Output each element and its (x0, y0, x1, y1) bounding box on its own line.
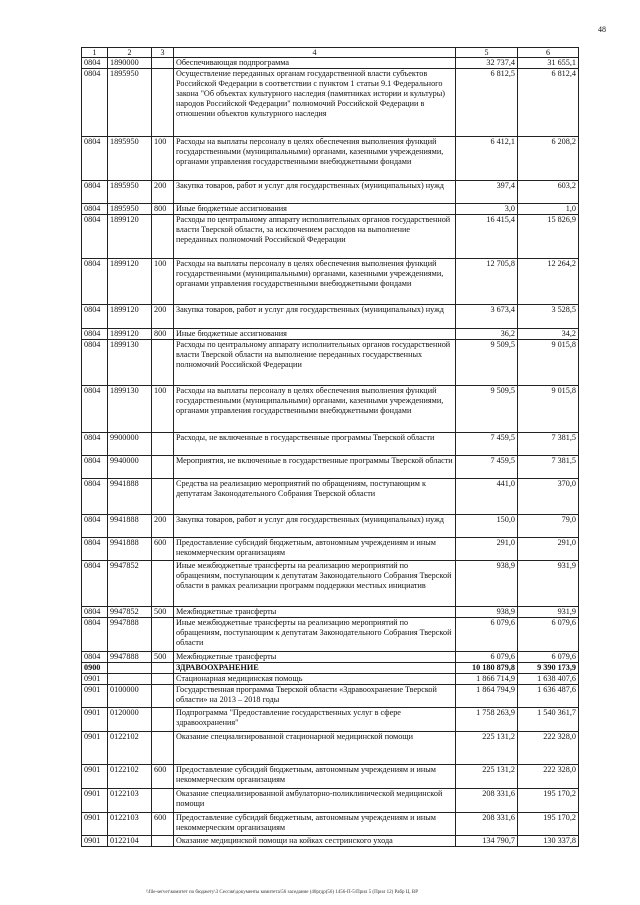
amount-col5-cell: 6 079,6 (456, 652, 518, 663)
section-code-cell: 0804 (82, 69, 108, 137)
amount-col5-cell: 441,0 (456, 479, 518, 515)
amount-col5-cell: 3,0 (456, 204, 518, 215)
amount-col6-cell: 15 826,9 (518, 215, 579, 259)
description-cell: Оказание специализированной стационарной медицинской помощи (174, 732, 456, 765)
table-row (82, 765, 579, 789)
description-cell: Межбюджетные трансферты (174, 652, 456, 663)
expense-type-cell (152, 685, 174, 708)
amount-col5-cell: 16 415,4 (456, 215, 518, 259)
file-path-footer: \\file-server\комитет по бюджету\3 Сессия\документы комитета\56 заседание (40ргдр(56) 1456-П-5\Прил 5 (Прил 12) Рабр Ц. ВР (146, 890, 419, 895)
amount-col6-cell: 6 208,2 (518, 137, 579, 181)
description-cell: Средства на реализацию мероприятий по обращениям, поступающим к депутатам Законодательного Собрания Тверской области (174, 479, 456, 515)
expense-type-cell (152, 674, 174, 685)
expense-type-cell: 200 (152, 181, 174, 204)
amount-col6-cell: 222 328,0 (518, 765, 579, 789)
target-code-cell (108, 674, 152, 685)
amount-col5-cell: 225 131,2 (456, 765, 518, 789)
section-code-cell: 0804 (82, 305, 108, 329)
description-cell: Закупка товаров, работ и услуг для государственных (муниципальных) нужд (174, 515, 456, 538)
description-cell: Осуществление переданных органам государственной власти субъектов Российской Федерации в соответствии с пунктом 1 статьи 9.1 Федерального закона "Об объектах культурного наследия (памятниках истории и культуры) народов Российской Федерации" полномочий Российской Федерации в отношении объектов культурного наследия (174, 69, 456, 137)
amount-col6-cell: 34,2 (518, 329, 579, 340)
table-row (82, 708, 579, 732)
expense-type-cell: 500 (152, 607, 174, 618)
description-cell: ЗДРАВООХРАНЕНИЕ (174, 663, 456, 674)
section-code-cell: 0901 (82, 732, 108, 765)
amount-col5-cell: 6 812,5 (456, 69, 518, 137)
amount-col6-cell: 931,9 (518, 561, 579, 607)
amount-col6-cell: 222 328,0 (518, 732, 579, 765)
section-code-cell: 0804 (82, 607, 108, 618)
section-code-cell: 0901 (82, 685, 108, 708)
table-row (82, 836, 579, 847)
description-cell: Закупка товаров, работ и услуг для государственных (муниципальных) нужд (174, 305, 456, 329)
description-cell: Расходы по центральному аппарату исполнительных органов государственной власти Тверской области, за исключением расходов на выполнение переданных полномочий Российской Федерации (174, 215, 456, 259)
expense-type-cell (152, 618, 174, 652)
description-cell: Иные межбюджетные трансферты на реализацию мероприятий по обращениям, поступающим к депутатам Законодательного Собрания Тверской области в рамках реализации программ поддержки местных инициатив (174, 561, 456, 607)
amount-col6-cell: 1,0 (518, 204, 579, 215)
amount-col6-cell: 1 540 361,7 (518, 708, 579, 732)
description-cell: Обеспечивающая подпрограмма (174, 58, 456, 69)
table-row (82, 789, 579, 813)
section-code-cell: 0804 (82, 181, 108, 204)
description-cell: Мероприятия, не включенные в государственные программы Тверской области (174, 456, 456, 479)
expense-type-cell (152, 340, 174, 386)
table-row (82, 456, 579, 479)
section-code-cell: 0901 (82, 765, 108, 789)
expense-type-cell (152, 836, 174, 847)
amount-col5-cell: 134 790,7 (456, 836, 518, 847)
table-row (82, 58, 579, 69)
amount-col6-cell: 3 528,5 (518, 305, 579, 329)
table-row (82, 386, 579, 433)
table-row (82, 561, 579, 607)
amount-col5-cell: 225 131,2 (456, 732, 518, 765)
description-cell: Предоставление субсидий бюджетным, автономным учреждениям и иным некоммерческим организациям (174, 813, 456, 836)
description-cell: Оказание медицинской помощи на койках сестринского ухода (174, 836, 456, 847)
target-code-cell: 0122103 (108, 789, 152, 813)
target-code-cell: 1895950 (108, 69, 152, 137)
column-header: 2 (108, 48, 152, 58)
description-cell: Расходы на выплаты персоналу в целях обеспечения выполнения функций государственными (муниципальными) органами, казенными учреждениями, органами управления государственными внебюджетными фондами (174, 137, 456, 181)
section-code-cell: 0804 (82, 137, 108, 181)
amount-col6-cell: 291,0 (518, 538, 579, 561)
section-code-cell: 0804 (82, 204, 108, 215)
target-code-cell: 9900000 (108, 433, 152, 456)
target-code-cell: 1895950 (108, 181, 152, 204)
table-row (82, 732, 579, 765)
amount-col5-cell: 36,2 (456, 329, 518, 340)
column-header: 6 (518, 48, 579, 58)
expense-type-cell (152, 58, 174, 69)
amount-col6-cell: 6 812,4 (518, 69, 579, 137)
amount-col5-cell: 10 180 879,8 (456, 663, 518, 674)
amount-col6-cell: 603,2 (518, 181, 579, 204)
target-code-cell: 9940000 (108, 456, 152, 479)
header-row (82, 48, 579, 58)
section-code-cell: 0804 (82, 340, 108, 386)
expense-type-cell: 500 (152, 652, 174, 663)
amount-col6-cell: 370,0 (518, 479, 579, 515)
target-code-cell (108, 663, 152, 674)
description-cell: Иные бюджетные ассигнования (174, 204, 456, 215)
expense-type-cell (152, 479, 174, 515)
column-header: 1 (82, 48, 108, 58)
amount-col5-cell: 3 673,4 (456, 305, 518, 329)
target-code-cell: 1899130 (108, 340, 152, 386)
target-code-cell: 9941888 (108, 515, 152, 538)
amount-col6-cell: 7 381,5 (518, 456, 579, 479)
expense-type-cell: 100 (152, 137, 174, 181)
table-row (82, 259, 579, 305)
description-cell: Межбюджетные трансферты (174, 607, 456, 618)
table-row (82, 433, 579, 456)
amount-col6-cell: 7 381,5 (518, 433, 579, 456)
section-code-cell: 0901 (82, 813, 108, 836)
expense-type-cell (152, 433, 174, 456)
amount-col5-cell: 32 737,4 (456, 58, 518, 69)
amount-col5-cell: 938,9 (456, 561, 518, 607)
page-number: 48 (598, 25, 606, 34)
amount-col6-cell: 12 264,2 (518, 259, 579, 305)
description-cell: Предоставление субсидий бюджетным, автономным учреждениям и иным некоммерческим организациям (174, 765, 456, 789)
description-cell: Расходы на выплаты персоналу в целях обеспечения выполнения функций государственными (муниципальными) органами, казенными учреждениями, органами управления государственными внебюджетными фондами (174, 386, 456, 433)
amount-col6-cell: 1 638 407,6 (518, 674, 579, 685)
table-row (82, 204, 579, 215)
table-row (82, 618, 579, 652)
target-code-cell: 0100000 (108, 685, 152, 708)
amount-col6-cell: 195 170,2 (518, 813, 579, 836)
amount-col6-cell: 130 337,8 (518, 836, 579, 847)
table-row (82, 305, 579, 329)
section-code-cell: 0804 (82, 215, 108, 259)
section-code-cell: 0901 (82, 708, 108, 732)
section-code-cell: 0804 (82, 479, 108, 515)
amount-col6-cell: 9 015,8 (518, 340, 579, 386)
amount-col5-cell: 1 758 263,9 (456, 708, 518, 732)
amount-col6-cell: 1 636 487,6 (518, 685, 579, 708)
amount-col5-cell: 150,0 (456, 515, 518, 538)
amount-col5-cell: 208 331,6 (456, 789, 518, 813)
table-row (82, 674, 579, 685)
section-code-cell: 0804 (82, 58, 108, 69)
target-code-cell: 0120000 (108, 708, 152, 732)
section-code-cell: 0804 (82, 561, 108, 607)
expense-type-cell (152, 456, 174, 479)
expense-type-cell (152, 561, 174, 607)
description-cell: Расходы, не включенные в государственные программы Тверской области (174, 433, 456, 456)
target-code-cell: 0122102 (108, 732, 152, 765)
section-code-cell: 0901 (82, 836, 108, 847)
expense-type-cell: 800 (152, 204, 174, 215)
section-code-cell: 0804 (82, 515, 108, 538)
section-code-cell: 0804 (82, 329, 108, 340)
target-code-cell: 1899120 (108, 305, 152, 329)
column-header: 3 (152, 48, 174, 58)
target-code-cell: 9947888 (108, 618, 152, 652)
table-row (82, 607, 579, 618)
table-row (82, 813, 579, 836)
table-row (82, 515, 579, 538)
expense-type-cell (152, 732, 174, 765)
target-code-cell: 9941888 (108, 538, 152, 561)
target-code-cell: 9947888 (108, 652, 152, 663)
description-cell: Государственная программа Тверской области «Здравоохранение Тверской области» на 2013 – 2018 годы (174, 685, 456, 708)
amount-col6-cell: 931,9 (518, 607, 579, 618)
amount-col5-cell: 1 864 794,9 (456, 685, 518, 708)
target-code-cell: 1895950 (108, 137, 152, 181)
amount-col5-cell: 7 459,5 (456, 433, 518, 456)
table-row (82, 652, 579, 663)
table-row (82, 181, 579, 204)
target-code-cell: 1895950 (108, 204, 152, 215)
target-code-cell: 1899120 (108, 215, 152, 259)
target-code-cell: 0122104 (108, 836, 152, 847)
target-code-cell: 1899120 (108, 329, 152, 340)
description-cell: Предоставление субсидий бюджетным, автономным учреждениям и иным некоммерческим организациям (174, 538, 456, 561)
table-row (82, 685, 579, 708)
table-row (82, 340, 579, 386)
expense-type-cell: 100 (152, 259, 174, 305)
amount-col6-cell: 9 015,8 (518, 386, 579, 433)
table-row (82, 329, 579, 340)
section-code-cell: 0804 (82, 259, 108, 305)
expense-type-cell (152, 708, 174, 732)
amount-col5-cell: 6 412,1 (456, 137, 518, 181)
expense-type-cell: 200 (152, 515, 174, 538)
expense-type-cell: 600 (152, 813, 174, 836)
section-code-cell: 0804 (82, 456, 108, 479)
target-code-cell: 9941888 (108, 479, 152, 515)
description-cell: Расходы на выплаты персоналу в целях обеспечения выполнения функций государственными (муниципальными) органами, казенными учреждениями, органами управления государственными внебюджетными фондами (174, 259, 456, 305)
expense-type-cell (152, 789, 174, 813)
amount-col6-cell: 31 655,1 (518, 58, 579, 69)
description-cell: Стационарная медицинская помощь (174, 674, 456, 685)
amount-col5-cell: 291,0 (456, 538, 518, 561)
column-header: 4 (174, 48, 456, 58)
target-code-cell: 0122102 (108, 765, 152, 789)
section-code-cell: 0901 (82, 789, 108, 813)
section-code-cell: 0804 (82, 386, 108, 433)
section-code-cell: 0804 (82, 652, 108, 663)
amount-col6-cell: 6 079,6 (518, 652, 579, 663)
amount-col5-cell: 938,9 (456, 607, 518, 618)
amount-col5-cell: 208 331,6 (456, 813, 518, 836)
section-code-cell: 0804 (82, 538, 108, 561)
table-row (82, 137, 579, 181)
amount-col5-cell: 9 509,5 (456, 340, 518, 386)
target-code-cell: 9947852 (108, 561, 152, 607)
section-code-cell: 0901 (82, 674, 108, 685)
description-cell: Оказание специализированной амбулаторно-поликлинической медицинской помощи (174, 789, 456, 813)
column-header: 5 (456, 48, 518, 58)
description-cell: Подпрограмма "Предоставление государственных услуг в сфере здравоохранения" (174, 708, 456, 732)
amount-col6-cell: 195 170,2 (518, 789, 579, 813)
expense-type-cell: 800 (152, 329, 174, 340)
description-cell: Иные межбюджетные трансферты на реализацию мероприятий по обращениям, поступающим к депутатам Законодательного Собрания Тверской области (174, 618, 456, 652)
amount-col5-cell: 12 705,8 (456, 259, 518, 305)
amount-col6-cell: 6 079,6 (518, 618, 579, 652)
amount-col5-cell: 1 866 714,9 (456, 674, 518, 685)
expense-type-cell (152, 69, 174, 137)
target-code-cell: 1899120 (108, 259, 152, 305)
amount-col6-cell: 9 390 173,9 (518, 663, 579, 674)
amount-col6-cell: 79,0 (518, 515, 579, 538)
table-row (82, 663, 579, 674)
target-code-cell: 0122103 (108, 813, 152, 836)
section-code-cell: 0900 (82, 663, 108, 674)
amount-col5-cell: 9 509,5 (456, 386, 518, 433)
target-code-cell: 1899130 (108, 386, 152, 433)
description-cell: Закупка товаров, работ и услуг для государственных (муниципальных) нужд (174, 181, 456, 204)
table-row (82, 69, 579, 137)
description-cell: Иные бюджетные ассигнования (174, 329, 456, 340)
table-row (82, 215, 579, 259)
section-code-cell: 0804 (82, 433, 108, 456)
amount-col5-cell: 7 459,5 (456, 456, 518, 479)
target-code-cell: 1890000 (108, 58, 152, 69)
expense-type-cell: 200 (152, 305, 174, 329)
expense-type-cell: 100 (152, 386, 174, 433)
expense-type-cell (152, 663, 174, 674)
table-row (82, 538, 579, 561)
description-cell: Расходы по центральному аппарату исполнительных органов государственной власти Тверской области на выполнение переданных государственных полномочий Российской Федерации (174, 340, 456, 386)
expense-type-cell (152, 215, 174, 259)
section-code-cell: 0804 (82, 618, 108, 652)
expense-type-cell: 600 (152, 765, 174, 789)
table-row (82, 479, 579, 515)
amount-col5-cell: 397,4 (456, 181, 518, 204)
expense-type-cell: 600 (152, 538, 174, 561)
target-code-cell: 9947852 (108, 607, 152, 618)
budget-table (81, 47, 579, 847)
amount-col5-cell: 6 079,6 (456, 618, 518, 652)
